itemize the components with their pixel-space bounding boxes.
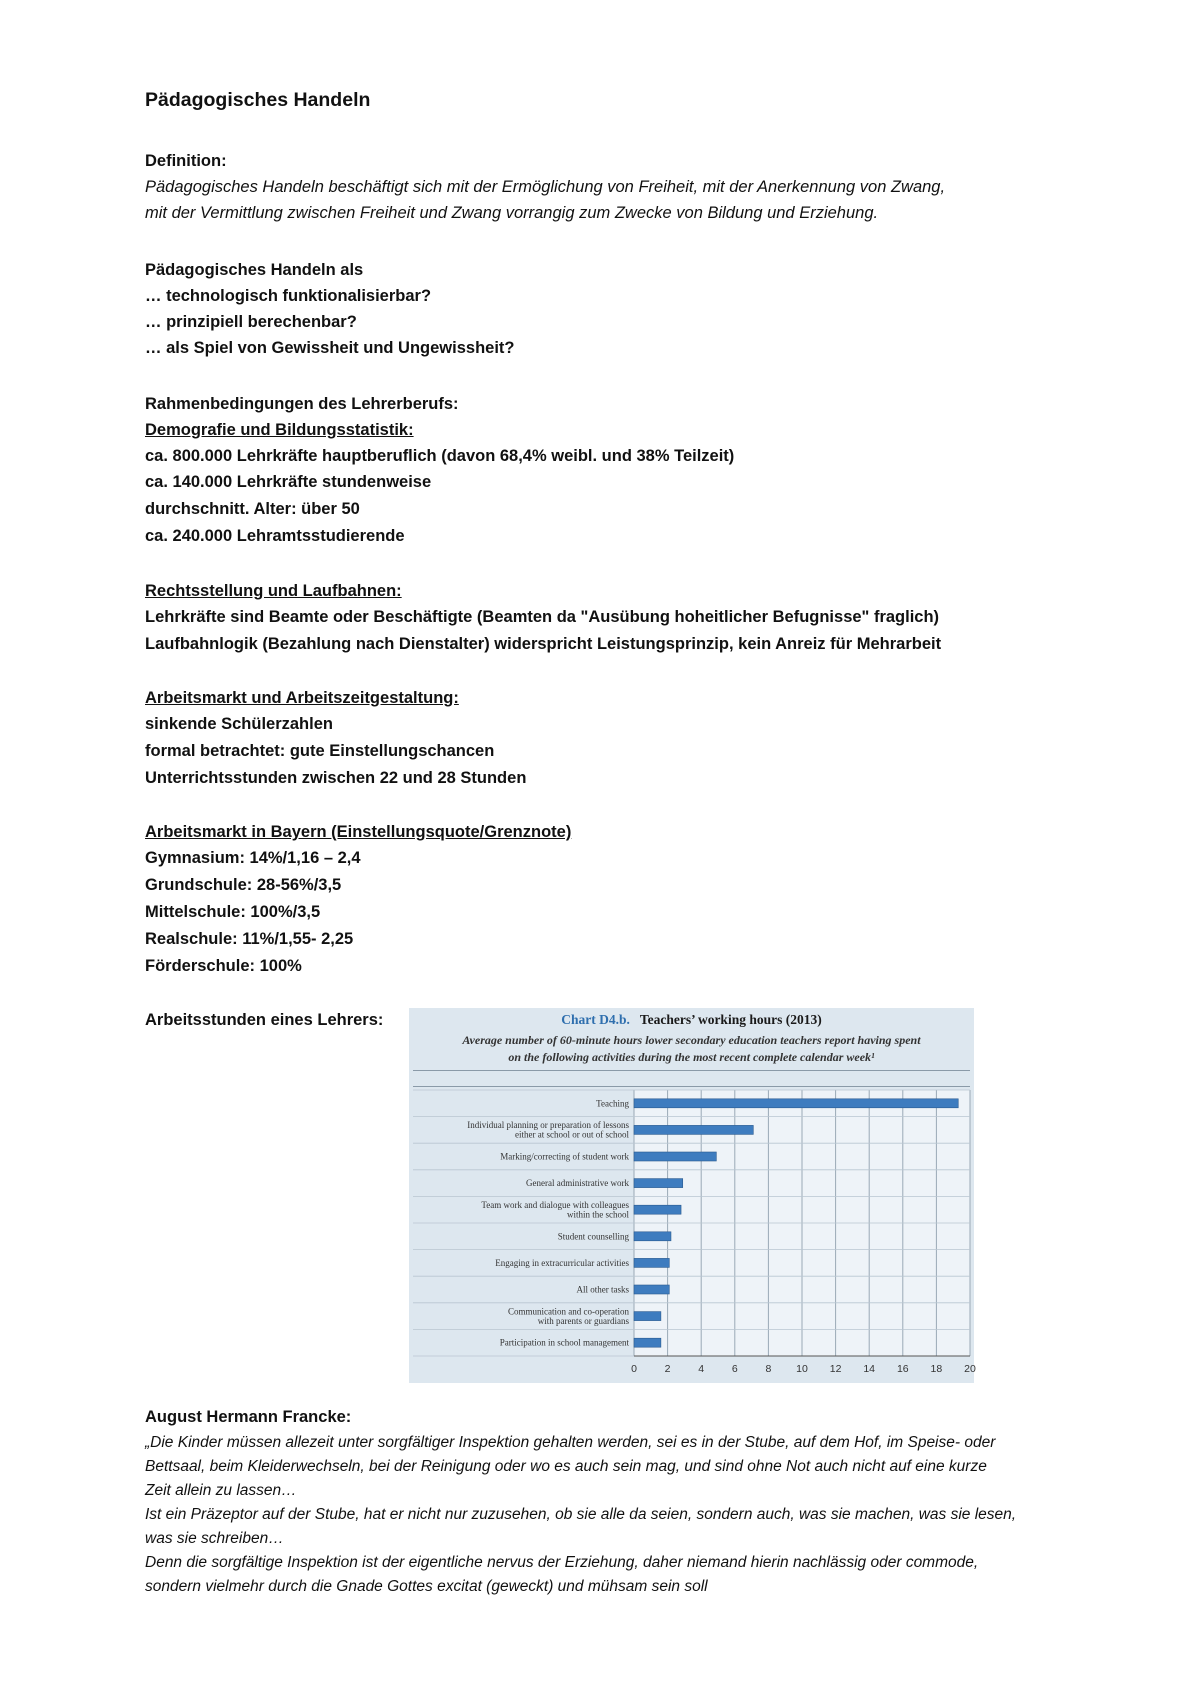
francke-quote-line: sondern vielmehr durch die Gnade Gottes excitat (geweckt) und mühsam sein soll [145,1578,708,1595]
bar [634,1232,671,1241]
demografie-item: durchschnitt. Alter: über 50 [145,500,360,518]
rahmen-heading: Rahmenbedingungen des Lehrerberufs: [145,395,459,413]
francke-quote-line: was sie schreiben… [145,1530,284,1547]
x-tick-label: 6 [731,1363,738,1375]
chart-subtitle-line: Average number of 60-minute hours lower secondary education teachers report having spent [462,1033,921,1047]
arbeitsmarkt-item: formal betrachtet: gute Einstellungschancen [145,742,495,760]
chart-title-text: Teachers’ working hours (2013) [639,1012,822,1027]
x-tick-label: 18 [930,1363,943,1375]
category-label: either at school or out of school [515,1129,629,1140]
francke-quote-line: Denn die sorgfältige Inspektion ist der eigentliche nervus der Erziehung, daher niemand hierin nachlässig oder commode, [145,1554,979,1571]
arbeitsmarkt-item: Unterrichtsstunden zwischen 22 und 28 Stunden [145,769,527,787]
francke-quote-line: „Die Kinder müssen allezeit unter sorgfältiger Inspektion gehalten werden, sei es in der Stube, auf dem Hof, im Speise- oder [145,1434,996,1451]
category-label: Communication and co-operation [508,1306,629,1317]
francke-heading: August Hermann Francke: [145,1408,352,1426]
demografie-heading: Demografie und Bildungsstatistik: [145,421,414,439]
x-tick-label: 0 [631,1363,637,1375]
rechtsstellung-item: Lehrkräfte sind Beamte oder Beschäftigte (Beamten da "Ausübung hoheitlicher Befugnisse" fraglich) [145,608,940,626]
rechtsstellung-item: Laufbahnlogik (Bezahlung nach Dienstalter) widerspricht Leistungsprinzip, kein Anreiz für Mehrarbeit [145,635,942,653]
bar [634,1285,669,1294]
francke-quote-line: Ist ein Präzeptor auf der Stube, hat er nicht nur zuzusehen, ob sie alle da seien, sondern auch, was sie machen, was sie lesen, [145,1506,1017,1523]
bayern-item: Mittelschule: 100%/3,5 [145,903,321,921]
bar [634,1125,753,1134]
definition-line: Pädagogisches Handeln beschäftigt sich mit der Ermöglichung von Freiheit, mit der Anerkennung von Zwang, [145,178,946,196]
bar [634,1312,661,1321]
chart-subtitle-line: on the following activities during the most recent complete calendar week¹ [508,1050,875,1064]
category-label: All other tasks [576,1284,629,1295]
bayern-item: Realschule: 11%/1,55- 2,25 [145,930,354,948]
x-tick-label: 14 [863,1363,876,1375]
bayern-item: Gymnasium: 14%/1,16 – 2,4 [145,849,361,867]
x-tick-label: 16 [896,1363,909,1375]
demografie-item: ca. 240.000 Lehramtsstudierende [145,527,405,545]
bayern-heading: Arbeitsmarkt in Bayern (Einstellungsquote/Grenznote) [145,823,572,841]
demografie-item: ca. 800.000 Lehrkräfte hauptberuflich (davon 68,4% weibl. und 38% Teilzeit) [145,447,735,465]
category-label: Individual planning or preparation of lessons [467,1120,629,1131]
handeln-als-item: … prinzipiell berechenbar? [145,313,357,331]
bayern-item: Grundschule: 28-56%/3,5 [145,876,342,894]
category-label: Marking/correcting of student work [500,1151,629,1162]
category-label: Participation in school management [499,1337,629,1348]
handeln-als-item: … technologisch funktionalisierbar? [145,287,432,305]
category-label: Teaching [596,1098,629,1109]
category-label: with parents or guardians [537,1315,629,1326]
francke-quote-line: Bettsaal, beim Kleiderwechseln, bei der Reinigung oder wo es auch sein mag, und sind ohne Not auch nicht auf eine kurze [145,1458,987,1475]
x-tick-label: 10 [796,1363,808,1375]
teachers-working-hours-chart [409,1008,974,1383]
bayern-item: Förderschule: 100% [145,957,302,975]
chart-plot [409,1008,974,1383]
francke-quote-line: Zeit allein zu lassen… [145,1482,297,1499]
bar [634,1258,669,1267]
chart-title-code: Chart D4.b. [561,1012,630,1027]
definition-heading: Definition: [145,152,227,170]
handeln-als-heading: Pädagogisches Handeln als [145,261,364,279]
category-label: Student counselling [557,1231,629,1242]
bar [634,1205,681,1214]
bar [634,1179,683,1188]
page-title: Pädagogisches Handeln [145,89,371,111]
bar [634,1338,661,1347]
handeln-als-item: … als Spiel von Gewissheit und Ungewissheit? [145,339,515,357]
x-tick-label: 2 [664,1363,671,1375]
x-tick-label: 20 [964,1363,976,1375]
category-label: General administrative work [526,1178,629,1189]
category-label: Team work and dialogue with colleagues [481,1199,629,1210]
bar [634,1099,958,1108]
arbeitsmarkt-item: sinkende Schülerzahlen [145,715,333,733]
demografie-item: ca. 140.000 Lehrkräfte stundenweise [145,473,432,491]
arbeitsmarkt-heading: Arbeitsmarkt und Arbeitszeitgestaltung: [145,689,459,707]
definition-line: mit der Vermittlung zwischen Freiheit und Zwang vorrangig zum Zwecke von Bildung und Erziehung. [145,204,879,222]
x-tick-label: 8 [765,1363,772,1375]
x-tick-label: 12 [829,1363,842,1375]
rechtsstellung-heading: Rechtsstellung und Laufbahnen: [145,582,402,600]
category-label: Engaging in extracurricular activities [495,1257,629,1268]
x-tick-label: 4 [698,1363,705,1375]
category-label: within the school [567,1209,629,1220]
arbeitsstunden-label: Arbeitsstunden eines Lehrers: [145,1011,384,1029]
bar [634,1152,716,1161]
